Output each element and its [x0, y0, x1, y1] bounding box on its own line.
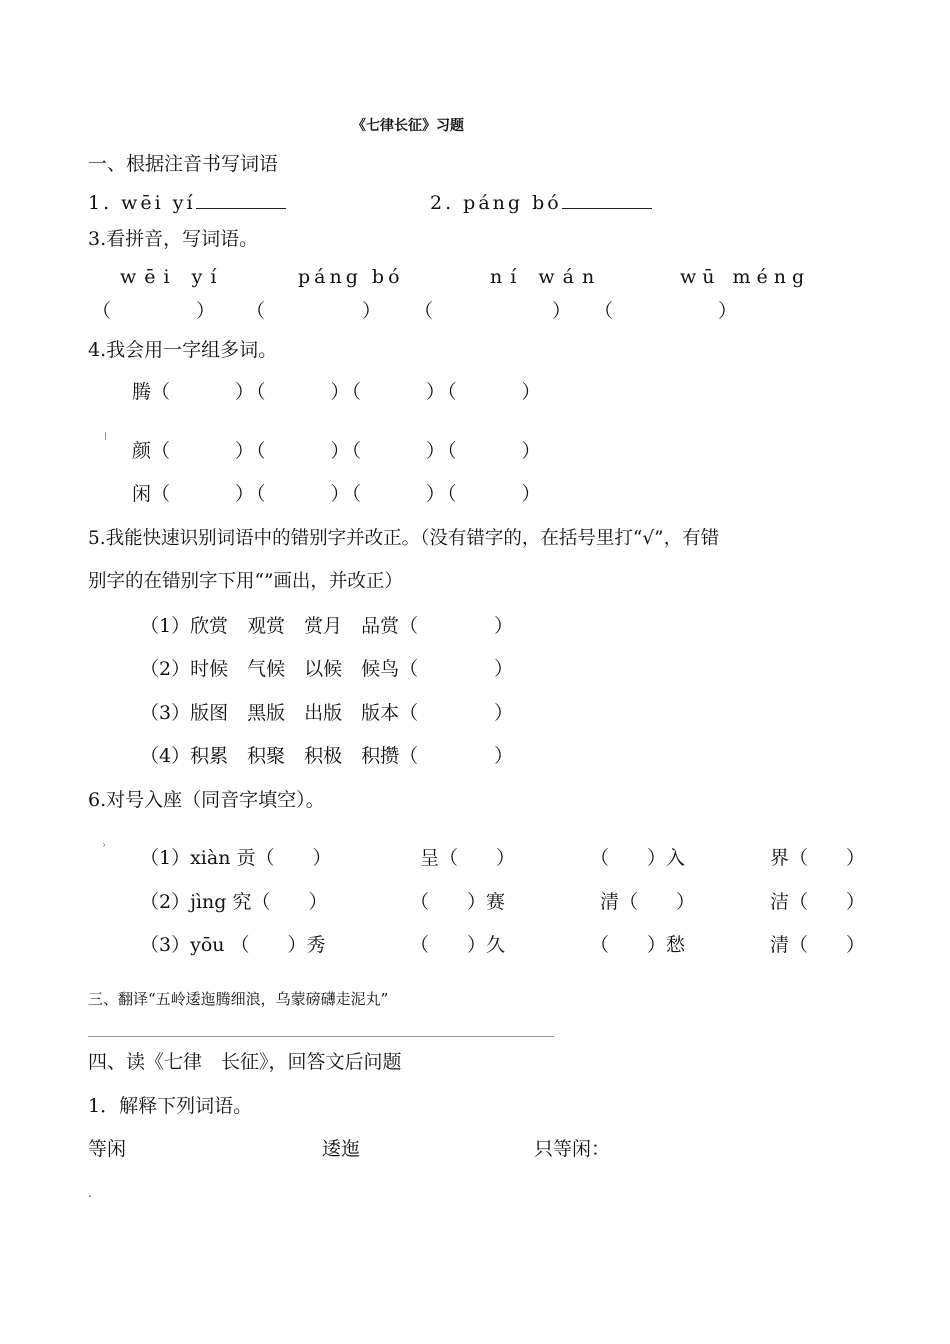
word-group-row-2	[132, 439, 543, 463]
question-2	[430, 190, 652, 215]
section-4-question-1: 1．解释下列词语。	[88, 1095, 253, 1117]
homophone-row-3-col-3: （ ）愁	[590, 934, 686, 956]
homophone-row-3-col-1: （3）yōu （ ）秀	[140, 934, 326, 956]
homophone-row-3-col-2: （ ）久	[410, 934, 506, 956]
homophone-row-2-col-3: 清（ ）	[600, 891, 696, 913]
answer-paren-3-open: （	[414, 300, 434, 322]
homophone-row-2-col-1: （2）jìng 究（ ）	[140, 891, 328, 913]
word-group-blanks-2: （ ）（ ）（ ）（ ）	[151, 440, 543, 462]
page-title: 《七律长征》习题	[352, 118, 464, 134]
stray-mark: ›	[102, 840, 106, 851]
question-2-label: 2. páng bó	[430, 192, 562, 214]
term-1: 等闲	[88, 1138, 127, 1160]
answer-paren-1-open: （	[92, 300, 112, 322]
stray-mark: ǀ	[104, 432, 107, 443]
question-5-row-4: （4）积累 积聚 积极 积攒（ ）	[140, 745, 514, 767]
homophone-row-2-col-4: 洁（ ）	[770, 891, 866, 913]
pinyin-3: ní wán	[490, 266, 603, 288]
pinyin-4: wū méng	[680, 266, 811, 288]
section-1-heading: 一、根据注音书写词语	[88, 153, 279, 175]
question-1-blank[interactable]	[196, 190, 286, 209]
answer-paren-2-open: （	[246, 300, 266, 322]
word-group-blanks-1: （ ）（ ）（ ）（ ）	[151, 381, 543, 403]
answer-paren-1-close: ）	[196, 300, 216, 322]
section-3-heading: 三、翻译“五岭逶迤腾细浪，乌蒙磅礴走泥丸”	[88, 990, 389, 1008]
homophone-row-1-col-3: （ ）入	[590, 847, 686, 869]
homophone-row-1-col-4: 界（ ）	[770, 847, 866, 869]
question-1-label: 1. wēi yí	[88, 192, 196, 214]
homophone-row-1-col-2: 呈（ ）	[420, 847, 516, 869]
question-5-row-2: （2）时候 气候 以候 候鸟（ ）	[140, 658, 514, 680]
pinyin-1: wēi yí	[120, 266, 225, 288]
word-group-char-3: 闲	[132, 483, 152, 505]
word-group-row-1	[132, 380, 543, 404]
question-1	[88, 190, 286, 215]
pinyin-2: páng bó	[298, 266, 404, 288]
translation-answer-line[interactable]	[88, 1036, 554, 1037]
homophone-row-2-col-2: （ ）赛	[410, 891, 506, 913]
question-4-heading: 4.我会用一字组多词。	[88, 339, 278, 361]
answer-paren-4-close: ）	[718, 300, 738, 322]
stray-dot: .	[88, 1186, 92, 1200]
question-5-heading-a: 5.我能快速识别词语中的错别字并改正。（没有错字的，在括号里打“√”，有错	[88, 528, 720, 549]
question-5-heading-b: 别字的在错别字下用“”画出，并改正）	[88, 571, 403, 592]
word-group-blanks-3: （ ）（ ）（ ）（ ）	[151, 483, 543, 505]
question-3-heading: 3.看拼音，写词语。	[88, 228, 259, 250]
question-5-row-3: （3）版图 黑版 出版 版本（ ）	[140, 702, 514, 724]
answer-paren-3-close: ）	[552, 300, 572, 322]
question-2-blank[interactable]	[562, 190, 652, 209]
answer-paren-2-close: ）	[362, 300, 382, 322]
homophone-row-3-col-4: 清（ ）	[770, 934, 866, 956]
section-4-heading: 四、读《七律 长征》，回答文后问题	[88, 1051, 402, 1073]
answer-paren-4-open: （	[594, 300, 614, 322]
homophone-row-1-col-1: （1）xiàn 贡（ ）	[140, 847, 332, 869]
term-2: 逶迤	[322, 1138, 361, 1160]
question-5-row-1: （1）欣赏 观赏 赏月 品赏（ ）	[140, 615, 514, 637]
question-6-heading: 6.对号入座（同音字填空）。	[88, 789, 325, 811]
word-group-char-2: 颜	[132, 440, 152, 462]
word-group-row-3	[132, 482, 543, 506]
term-3: 只等闲：	[534, 1138, 611, 1160]
word-group-char-1: 腾	[132, 381, 152, 403]
